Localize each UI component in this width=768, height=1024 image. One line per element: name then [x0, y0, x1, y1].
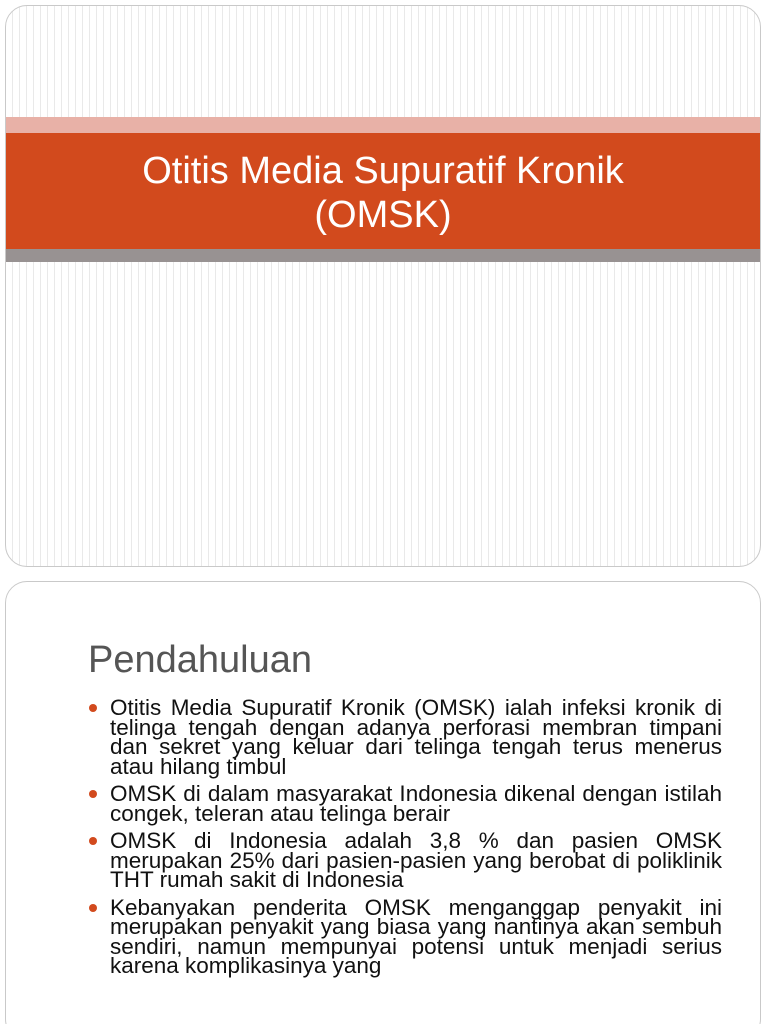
- bullet-list: [86, 695, 722, 984]
- bullet-text: OMSK di Indonesia adalah 3,8 % dan pasien OMSK merupakan 25% dari pasien-pasien yang berobat di poliklinik THT rumah sakit di Indonesia: [110, 828, 722, 892]
- title-band-bottom-stripe: [6, 249, 760, 262]
- title-band-main: [6, 133, 760, 249]
- bullet-item: [86, 781, 722, 826]
- bullet-item: [86, 894, 722, 978]
- section-heading: Pendahuluan: [88, 639, 312, 681]
- title-band-top-stripe: [6, 117, 760, 133]
- bullet-item: [86, 695, 722, 779]
- title-band: [6, 117, 760, 262]
- bullet-dot-icon: [89, 790, 97, 798]
- bullet-dot-icon: [89, 837, 97, 845]
- bullet-dot-icon: [89, 704, 97, 712]
- slide-title-line-1: Otitis Media Supuratif Kronik: [142, 150, 624, 192]
- bullet-text: Kebanyakan penderita OMSK menganggap penyakit ini merupakan penyakit yang biasa yang nantinya akan sembuh sendiri, namun mempunyai potensi untuk menjadi serius karena komplikasinya yang: [110, 894, 722, 978]
- title-slide: [5, 5, 761, 567]
- bullet-dot-icon: [89, 904, 97, 912]
- bullet-text: OMSK di dalam masyarakat Indonesia dikenal dengan istilah congek, teleran atau telinga berair: [110, 781, 722, 826]
- bullet-text: Otitis Media Supuratif Kronik (OMSK) ialah infeksi kronik di telinga tengah dengan adanya perforasi membran timpani dan sekret yang keluar dari telinga tengah terus menerus atau hilang timbul: [110, 695, 722, 779]
- bullet-item: [86, 828, 722, 892]
- slide-title: [142, 145, 624, 237]
- slide-title-line-2: (OMSK): [314, 194, 452, 236]
- content-slide: [5, 581, 761, 1024]
